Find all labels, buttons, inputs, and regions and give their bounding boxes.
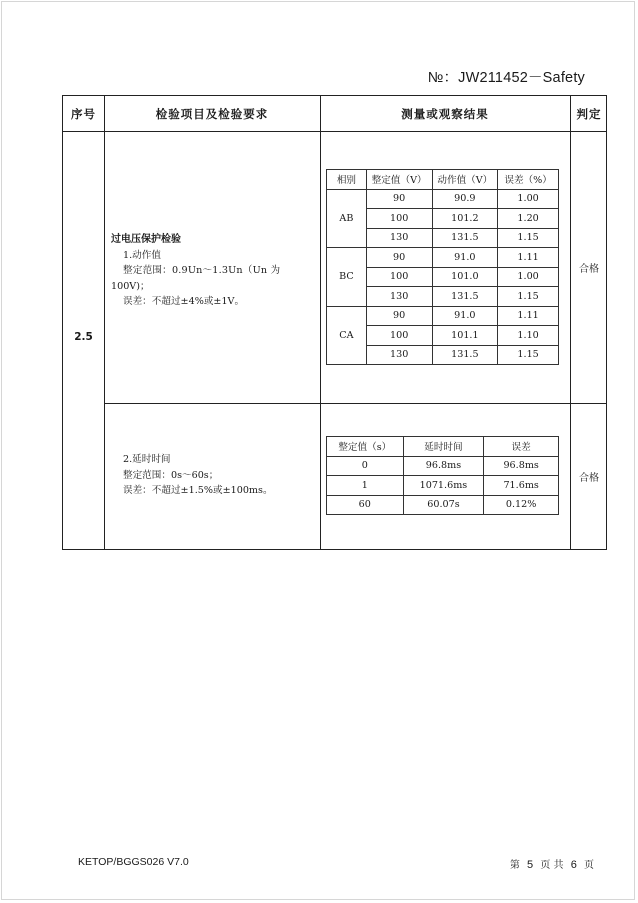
table-cell: 90 [366,306,432,326]
table-cell: 91.0 [432,248,498,268]
table-row [327,306,559,326]
column-divider [320,96,321,549]
header-seq: 序号 [71,106,96,121]
delay-time-table [326,436,559,515]
table-cell: 1.20 [498,209,559,229]
document-number: №：JW211452－Safety [427,70,585,86]
table-cell: 130 [366,228,432,248]
footer-doc-code: KETOP/BGGS026 V7.0 [78,856,189,868]
header-item: 检验项目及检验要求 [155,106,269,121]
header-result: 测量或观察结果 [401,106,489,121]
table-cell: 1 [327,476,404,496]
page-number: 5 [527,859,534,871]
phase-cell: AB [327,189,367,248]
table-cell: 101.2 [432,209,498,229]
table-header-row [327,170,559,190]
table-row [327,476,559,496]
header-divider [63,131,606,132]
table-header-cell: 误差 [484,437,559,457]
requirement-line: 误差：不超过±4%或±1V。 [123,296,245,307]
requirement-overvoltage [111,232,316,310]
requirement-line: 整定范围：0s～60s； [123,469,219,481]
table-header-cell: 整定值（V） [366,170,432,190]
table-cell: 96.8ms [484,456,559,476]
table-cell: 1.15 [498,345,559,365]
table-cell: 0 [327,456,404,476]
table-header-cell: 整定值（s） [327,437,404,457]
requirement-title: 过电压保护检验 [111,234,181,245]
table-cell: 90.9 [432,189,498,209]
table-header-cell: 误差（%） [498,170,559,190]
table-cell: 90 [366,248,432,268]
table-cell: 71.6ms [484,476,559,496]
phase-cell: CA [327,306,367,365]
table-cell: 1.10 [498,326,559,346]
table-cell: 101.1 [432,326,498,346]
requirement-line: 1.动作值 [123,249,161,261]
table-cell: 130 [366,287,432,307]
table-cell: 91.0 [432,306,498,326]
requirement-line: 整定范围：0.9Un～1.3Un（Un 为 [123,265,281,276]
row-divider [104,403,606,404]
table-cell: 60.07s [403,495,484,515]
column-divider [104,96,105,549]
row-seq: 2.5 [74,331,93,343]
table-cell: 1.00 [498,267,559,287]
table-cell: 96.8ms [403,456,484,476]
page-total: 6 [570,859,577,871]
table-cell: 131.5 [432,345,498,365]
requirement-line: 100V)； [111,280,150,292]
page-label: 页 共 [540,860,564,871]
table-cell: 1.11 [498,306,559,326]
table-header-cell: 动作值（V） [432,170,498,190]
verdict-delay: 合格 [579,473,599,484]
table-cell: 60 [327,495,404,515]
header-verdict: 判定 [576,106,602,121]
table-cell: 100 [366,326,432,346]
table-cell: 100 [366,209,432,229]
table-row [327,248,559,268]
requirement-line: 误差：不超过±1.5%或±100ms。 [123,485,273,496]
table-cell: 130 [366,345,432,365]
page-label: 页 [584,860,594,871]
table-row [327,456,559,476]
table-header-row [327,437,559,457]
table-cell: 1.00 [498,189,559,209]
requirement-delay [123,452,316,499]
table-row [327,189,559,209]
page-label: 第 [509,860,520,871]
table-cell: 90 [366,189,432,209]
table-cell: 1.15 [498,287,559,307]
footer-page-info [510,856,594,871]
requirement-line: 2.延时时间 [123,454,171,465]
table-header-cell: 相别 [327,170,367,190]
table-cell: 1.11 [498,248,559,268]
verdict-overvoltage: 合格 [579,264,599,275]
table-header-cell: 延时时间 [403,437,484,457]
table-row [327,495,559,515]
inspection-table [62,95,607,550]
table-cell: 131.5 [432,228,498,248]
table-cell: 1.15 [498,228,559,248]
table-cell: 131.5 [432,287,498,307]
table-cell: 100 [366,267,432,287]
table-cell: 1071.6ms [403,476,484,496]
phase-cell: BC [327,248,367,307]
table-cell: 0.12% [484,495,559,515]
action-value-table [326,169,559,365]
table-cell: 101.0 [432,267,498,287]
